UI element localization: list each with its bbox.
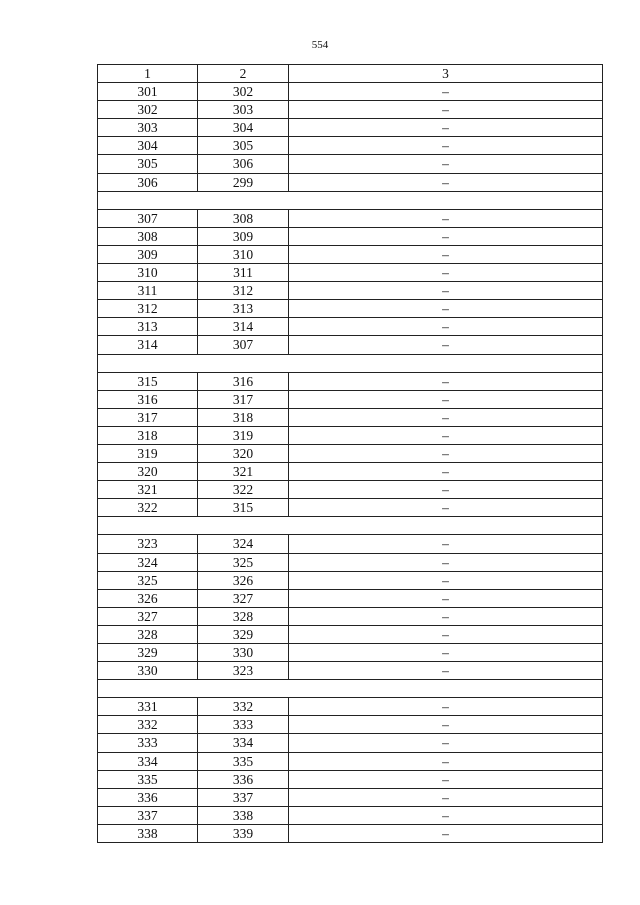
table-cell: 313 xyxy=(198,300,289,317)
table-cell: 337 xyxy=(198,789,289,806)
table-cell: 335 xyxy=(198,753,289,770)
table-row xyxy=(98,119,602,137)
table-row xyxy=(98,626,602,644)
table-cell: 304 xyxy=(98,137,198,154)
table-cell: 322 xyxy=(98,499,198,516)
table-cell: 308 xyxy=(98,228,198,245)
table-cell: 317 xyxy=(198,391,289,408)
table-row xyxy=(98,825,602,843)
table-row xyxy=(98,101,602,119)
table-cell: 336 xyxy=(98,789,198,806)
table-cell: – xyxy=(442,626,449,642)
table-cell: 321 xyxy=(98,481,198,498)
table-cell: – xyxy=(442,482,449,498)
table-row xyxy=(98,481,602,499)
table-cell: 301 xyxy=(98,83,198,100)
table-cell: 318 xyxy=(198,409,289,426)
table-row xyxy=(98,608,602,626)
table-cell: – xyxy=(442,825,449,841)
table-cell: – xyxy=(442,789,449,805)
table-cell: – xyxy=(442,283,449,299)
table-cell: 315 xyxy=(98,373,198,390)
table-cell: 320 xyxy=(198,445,289,462)
table-cell: 336 xyxy=(198,771,289,788)
table-row xyxy=(98,753,602,771)
table-cell: 328 xyxy=(198,608,289,625)
table-cell: 326 xyxy=(98,590,198,607)
table-cell: 338 xyxy=(98,825,198,842)
table-cell: 304 xyxy=(198,119,289,136)
table-cell: – xyxy=(442,319,449,335)
table-row xyxy=(98,282,602,300)
table-cell: 323 xyxy=(198,662,289,679)
table-row xyxy=(98,807,602,825)
table-cell: 314 xyxy=(198,318,289,335)
table-cell: 323 xyxy=(98,535,198,552)
table-cell: – xyxy=(442,717,449,733)
table-cell: – xyxy=(442,174,449,190)
table-cell: 307 xyxy=(198,336,289,353)
table-cell: 330 xyxy=(98,662,198,679)
table-row xyxy=(98,264,602,282)
table-cell: – xyxy=(442,102,449,118)
table-row xyxy=(98,445,602,463)
table-row xyxy=(98,391,602,409)
table-cell: 312 xyxy=(98,300,198,317)
table-cell: 308 xyxy=(198,210,289,227)
table-cell: – xyxy=(442,753,449,769)
table-cell: – xyxy=(442,265,449,281)
table-row xyxy=(98,210,602,228)
table-cell: 303 xyxy=(198,101,289,118)
table-row xyxy=(98,698,602,716)
table-cell: 328 xyxy=(98,626,198,643)
table-row xyxy=(98,318,602,336)
table-cell: 329 xyxy=(198,626,289,643)
table-cell: 325 xyxy=(198,554,289,571)
table-cell: – xyxy=(442,246,449,262)
table-cell: 333 xyxy=(98,734,198,751)
page-number: 554 xyxy=(311,39,329,51)
table-cell: 332 xyxy=(98,716,198,733)
group-separator-row xyxy=(98,517,602,535)
table-cell: 338 xyxy=(198,807,289,824)
table-cell: 306 xyxy=(198,155,289,172)
table-row xyxy=(98,499,602,517)
table-row xyxy=(98,228,602,246)
table-cell: 311 xyxy=(198,264,289,281)
table-cell: 319 xyxy=(198,427,289,444)
table-cell: 316 xyxy=(198,373,289,390)
table-cell: 312 xyxy=(198,282,289,299)
table-cell: 324 xyxy=(198,535,289,552)
table-cell: 319 xyxy=(98,445,198,462)
table-cell: 332 xyxy=(198,698,289,715)
table-cell: 329 xyxy=(98,644,198,661)
table-row xyxy=(98,572,602,590)
table-cell: 322 xyxy=(198,481,289,498)
table-row xyxy=(98,590,602,608)
table-cell: 314 xyxy=(98,336,198,353)
table-cell: 325 xyxy=(98,572,198,589)
table-row xyxy=(98,174,602,192)
table-cell: – xyxy=(442,807,449,823)
table-row xyxy=(98,771,602,789)
table-cell: 317 xyxy=(98,409,198,426)
table-row xyxy=(98,137,602,155)
table-cell: – xyxy=(442,409,449,425)
table-cell: – xyxy=(442,445,449,461)
table-cell: – xyxy=(442,156,449,172)
table-cell: 321 xyxy=(198,463,289,480)
table-cell: 302 xyxy=(98,101,198,118)
table-cell: 334 xyxy=(198,734,289,751)
table-cell: – xyxy=(442,301,449,317)
data-table xyxy=(97,64,603,843)
table-cell: – xyxy=(442,500,449,516)
table-cell: – xyxy=(442,391,449,407)
table-row xyxy=(98,246,602,264)
table-cell: 306 xyxy=(98,174,198,191)
table-cell: 302 xyxy=(198,83,289,100)
table-cell: 307 xyxy=(98,210,198,227)
table-cell: 318 xyxy=(98,427,198,444)
table-row xyxy=(98,535,602,553)
table-cell: – xyxy=(442,536,449,552)
table-cell: – xyxy=(442,735,449,751)
table-cell: 327 xyxy=(98,608,198,625)
table-cell: – xyxy=(442,84,449,100)
table-cell: – xyxy=(442,210,449,226)
group-separator-row xyxy=(98,355,602,373)
table-cell: 315 xyxy=(198,499,289,516)
table-cell: – xyxy=(442,608,449,624)
table-header-row xyxy=(98,65,602,83)
table-cell: – xyxy=(442,228,449,244)
table-cell: 309 xyxy=(198,228,289,245)
table-cell: 303 xyxy=(98,119,198,136)
table-row xyxy=(98,734,602,752)
column-header: 2 xyxy=(198,65,289,82)
table-cell: 310 xyxy=(98,264,198,281)
table-row xyxy=(98,789,602,807)
table-cell: – xyxy=(442,554,449,570)
table-cell: 305 xyxy=(98,155,198,172)
table-row xyxy=(98,155,602,173)
table-row xyxy=(98,662,602,680)
table-row xyxy=(98,83,602,101)
group-separator-row xyxy=(98,680,602,698)
column-header: 1 xyxy=(98,65,198,82)
group-separator-row xyxy=(98,192,602,210)
table-cell: 309 xyxy=(98,246,198,263)
table-cell: 327 xyxy=(198,590,289,607)
table-cell: 337 xyxy=(98,807,198,824)
table-row xyxy=(98,373,602,391)
table-cell: 311 xyxy=(98,282,198,299)
table-row xyxy=(98,300,602,318)
table-cell: 305 xyxy=(198,137,289,154)
table-cell: 335 xyxy=(98,771,198,788)
column-header: 3 xyxy=(442,66,449,81)
table-cell: – xyxy=(442,699,449,715)
table-row xyxy=(98,644,602,662)
table-row xyxy=(98,427,602,445)
table-cell: – xyxy=(442,663,449,679)
table-cell: 316 xyxy=(98,391,198,408)
table-row xyxy=(98,716,602,734)
table-cell: 313 xyxy=(98,318,198,335)
table-cell: – xyxy=(442,337,449,353)
table-cell: – xyxy=(442,373,449,389)
table-cell: 333 xyxy=(198,716,289,733)
table-cell: 326 xyxy=(198,572,289,589)
table-cell: 299 xyxy=(198,174,289,191)
table-row xyxy=(98,336,602,354)
table-cell: – xyxy=(442,464,449,480)
table-cell: 330 xyxy=(198,644,289,661)
table-cell: 331 xyxy=(98,698,198,715)
table-cell: 334 xyxy=(98,753,198,770)
table-cell: 339 xyxy=(198,825,289,842)
table-row xyxy=(98,463,602,481)
table-cell: – xyxy=(442,120,449,136)
table-row xyxy=(98,554,602,572)
table-cell: 324 xyxy=(98,554,198,571)
table-cell: 320 xyxy=(98,463,198,480)
table-row xyxy=(98,409,602,427)
table-cell: – xyxy=(442,771,449,787)
table-cell: – xyxy=(442,427,449,443)
table-cell: – xyxy=(442,590,449,606)
table-cell: – xyxy=(442,572,449,588)
table-cell: – xyxy=(442,645,449,660)
table-cell: 310 xyxy=(198,246,289,263)
table-cell: – xyxy=(442,138,449,154)
